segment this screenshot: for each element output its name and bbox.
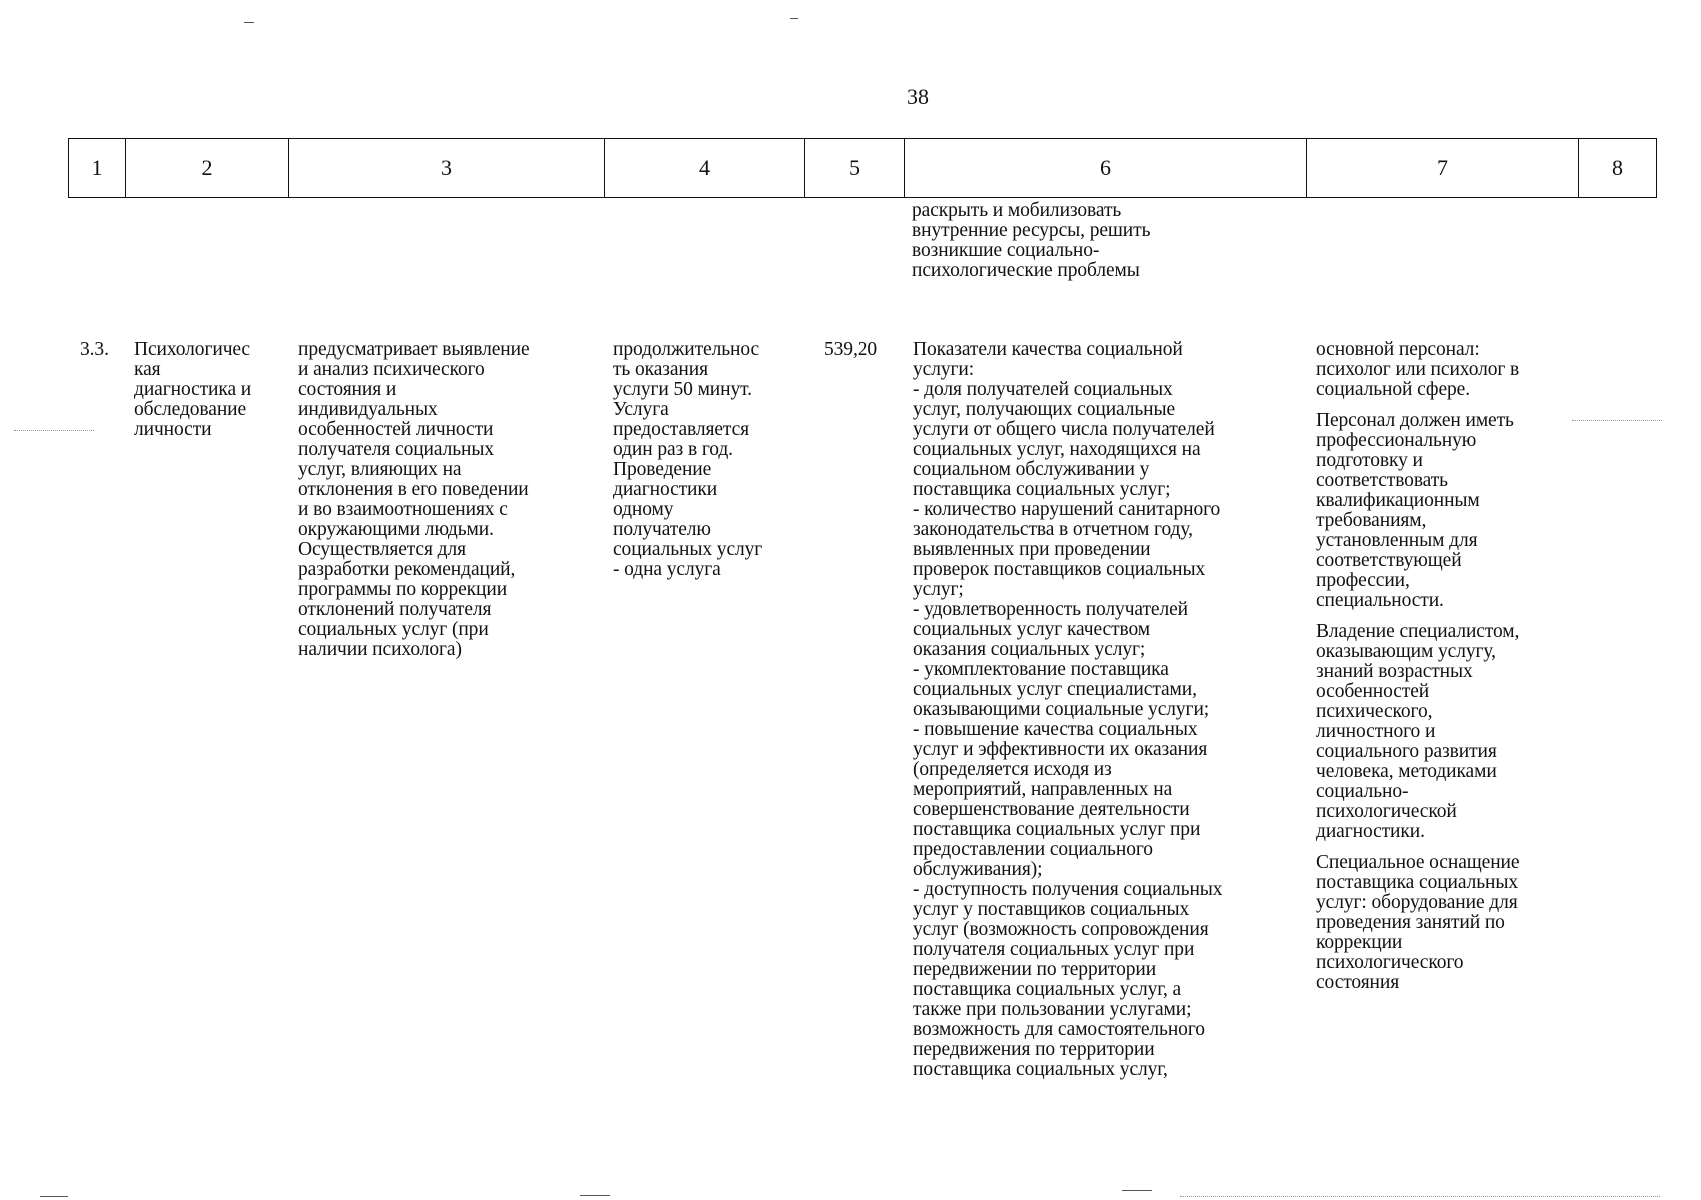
header-col-6: 6 <box>905 139 1307 198</box>
conditions-staff: основной персонал: психолог или психолог в социальной сфере. <box>1316 339 1520 400</box>
header-col-7: 7 <box>1307 139 1579 198</box>
header-col-1: 1 <box>69 139 126 198</box>
header-col-2: 2 <box>126 139 289 198</box>
quality-indicators: Показатели качества социальной услуги: - доля получателей социальных услуг, получающих социальные услуги от общего числа получателей социальных услуг, находящихся на социальном обслуживании у поставщика социальных услуг; - количество нарушений санитарного законодательства в отчетном году, выявленных при проведении проверок поставщиков социальных услуг; - удовлетворенность получателей социальных услуг качеством оказания социальных услуг; - укомплектование поставщика социальных услуг специалистами, оказывающими социальные услуги; - повышение качества социальных услуг и эффективности их оказания (определяется исходя из мероприятий, направленных на совершенствование деятельности поставщика социальных услуг при предоставлении социального обслуживания); - доступность получения социальных услуг у поставщиков социальных услуг (возможность сопровождения получателя социальных услуг при передвижении по территории поставщика социальных услуг, а также при пользовании услугами; возможность для самостоятельного передвижения по территории поставщика социальных услуг, <box>913 339 1223 1080</box>
conditions-knowledge: Владение специалистом, оказывающим услугу, знаний возрастных особенностей психического, личностного и социального развития человека, методиками социально- психологической диагностики. <box>1316 621 1520 842</box>
scan-artifact <box>244 22 254 23</box>
service-description: предусматривает выявление и анализ психического состояния и индивидуальных особенностей личности получателя социальных услуг, влияющих на отклонения в его поведении и во взаимоотношениях с окружающими людьми. Осуществляется для разработки рекомендаций, программы по коррекции отклонений получателя социальных услуг (при наличии психолога) <box>298 339 530 660</box>
service-price: 539,20 <box>824 339 878 360</box>
conditions-qualification: Персонал должен иметь профессиональную подготовку и соответствовать квалификационным требованиям, установленным для соответствующей профессии, специальности. <box>1316 410 1514 611</box>
scan-artifact <box>40 1196 68 1197</box>
header-col-3: 3 <box>289 139 605 198</box>
scan-artifact <box>790 18 798 19</box>
header-row <box>69 139 1657 198</box>
header-col-8: 8 <box>1579 139 1657 198</box>
scan-artifact <box>1180 1196 1660 1197</box>
service-conditions <box>1316 340 1606 1004</box>
header-col-5: 5 <box>805 139 905 198</box>
header-col-4: 4 <box>605 139 805 198</box>
scan-artifact <box>1572 420 1662 421</box>
scan-artifact <box>1122 1190 1152 1191</box>
service-name: Психологичес кая диагностика и обследование личности <box>134 339 252 440</box>
column-number-header <box>68 138 1657 198</box>
scan-artifact <box>14 430 94 431</box>
conditions-equipment: Специальное оснащение поставщика социальных услуг: оборудование для проведения занятий по коррекции психологического состояния <box>1316 852 1520 993</box>
service-duration: продолжительнос ть оказания услуги 50 минут. Услуга предоставляется один раз в год. Проведение диагностики одному получателю социальных услуг - одна услуга <box>613 339 763 580</box>
row-number: 3.3. <box>80 339 109 360</box>
scan-artifact <box>580 1195 610 1196</box>
continued-text-col6: раскрыть и мобилизовать внутренние ресурсы, решить возникшие социально- психологические проблемы <box>912 200 1151 281</box>
page-number: 38 <box>907 84 929 109</box>
